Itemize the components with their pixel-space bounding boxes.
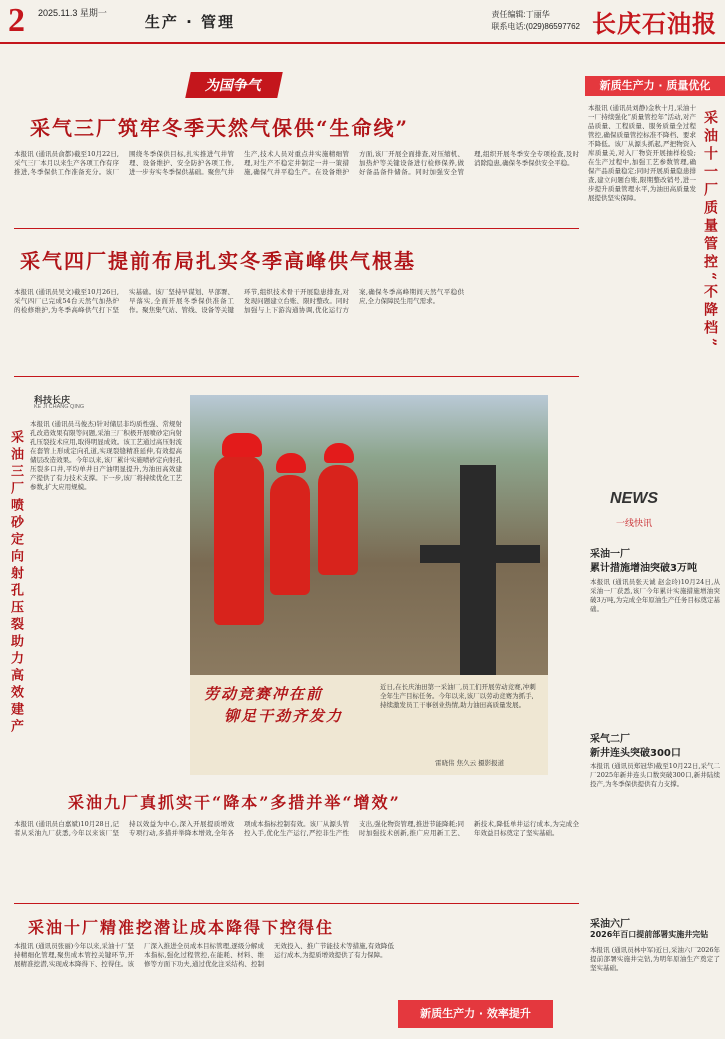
- editor-phone: 联系电话:(029)86597762: [491, 22, 580, 31]
- footer-banner: 新质生产力 · 效率提升: [398, 1000, 553, 1028]
- article-4-title: 采油十厂精准挖潜让成本降得下控得住: [28, 918, 335, 937]
- brief-3-title: 采油六厂: [590, 919, 630, 930]
- divider: [14, 903, 579, 904]
- article-2-title: 采气四厂提前布局扎实冬季高峰供气根基: [20, 249, 416, 273]
- photo-caption-box: [190, 675, 548, 775]
- section-title: 生产 · 管理: [144, 12, 236, 31]
- brief-2-title: 采气二厂: [590, 734, 630, 745]
- article-4-body: 本报讯 (通讯员张丽)今年以来,采油十厂坚持精细化管理,聚焦成本管控关键环节,开展精准挖潜,实现成本降得下、控得住。该厂深入推进全员成本目标管理,逐级分解成本指标,强化过程管控,在能耗、材料、维修等方面下功夫,通过优化注采结构、控制无效投入、推广节能技术等措施,有效降低运行成本,为提质增效提供了有力保障。: [14, 942, 394, 968]
- page-header: [0, 0, 725, 44]
- brief-2-body: 本报讯 (通讯员郑冠华)截至10月22日,采气二厂2025年新井连头口数突破300口,新井陆续投产,为冬季保供提供有力支撑。: [590, 762, 720, 788]
- tech-column-label: 科技长庆: [34, 396, 71, 406]
- worker-figure: [270, 475, 310, 595]
- tech-article-title: 采油三厂喷砂定向射孔压裂助力高效建产: [8, 430, 23, 736]
- column-tag: 为国争气: [185, 72, 283, 98]
- hardhat-icon: [324, 443, 354, 463]
- photo-caption: 近日,在长庆油田第一采油厂,员工们开展劳动竞赛,冲刺全年生产目标任务。今年以来,该厂以劳动竞赛为抓手,持续激发员工干事创业热情,助力油田高质量发展。: [380, 683, 536, 709]
- right-article-title: 采油十一厂质量管控“不降档”: [702, 110, 718, 351]
- worker-photo: [190, 395, 548, 675]
- hardhat-icon: [276, 453, 306, 473]
- article-2-body: 本报讯 (通讯员吴文)截至10月26日,采气四厂已完成54台天然气加热炉的检修维护,为冬季高峰供气打下坚实基础。该厂坚持早谋划、早部署、早落实,全面开展冬季保供准备工作。聚焦集气站、管线、设备等关键环节,组织技术骨干开展隐患排查,对发现问题建立台账、限时整改。同时加强与上下游沟通协调,优化运行方案,确保冬季高峰期间天然气平稳供应,全力保障民生用气需求。: [14, 288, 464, 314]
- photo-slogan-1: 劳动竞赛冲在前: [204, 685, 324, 703]
- news-sublabel: 一线快讯: [616, 519, 653, 529]
- right-banner: 新质生产力 · 质量优化: [585, 76, 725, 96]
- brief-1-subtitle: 累计措施增油突破3万吨: [590, 563, 697, 574]
- news-label: NEWS: [610, 490, 658, 507]
- brief-1-body: 本报讯 (通讯员张天诚 赵金玲)10月24日,从采油一厂获悉,该厂今年累计实施措施增油突破3万吨,为完成全年原油生产任务目标奠定基础。: [590, 578, 720, 613]
- divider: [14, 376, 579, 377]
- masthead: 长庆石油报: [592, 8, 717, 38]
- article-3-title: 采油九厂真抓实干“降本”多措并举“增效”: [68, 793, 401, 812]
- article-1-title: 采气三厂筑牢冬季天然气保供“生命线”: [30, 116, 410, 140]
- article-1-body: 本报讯 (通讯员俞都)截至10月22日,采气三厂本月以来生产各项工作有序推进,冬季保供工作准备充分。该厂围绕冬季保供目标,扎实推进气井管理、设备维护、安全防护各项工作,进一步夯实冬季保供基础。聚焦气井生产,技术人员对重点井实施精细管理,对生产不稳定井制定一井一策措施,确保气井平稳生产。在设备维护方面,该厂开展全面排查,对压缩机、加热炉等关键设备进行检修保养,做好备品备件储备。同时加强安全管理,组织开展冬季安全专项检查,及时消除隐患,确保冬季保供安全平稳。: [14, 150, 579, 176]
- photo-credit: 雷晓伟 焦久云 摄影报道: [435, 759, 505, 767]
- worker-figure: [318, 465, 358, 575]
- editor-info: [492, 9, 581, 33]
- right-article-body: 本报讯 (通讯员刘静)金秋十月,采油十一厂持续强化“质量管控年”活动,对产品质量、工程质量、服务质量全过程管控,确保质量管控标准不降档、要求不降低。该厂从源头抓起,严把物资入库质量关,对入厂物资开展抽样检验;在生产过程中,加强工艺参数管理,确保产品质量稳定;同时开展质量隐患排查,建立问题台账,限期整改销号,进一步提升质量管理水平,为油田高质量发展提供坚实保障。: [588, 104, 696, 202]
- article-3-body: 本报讯 (通讯员白嘉斌)10月28日,记者从采油九厂获悉,今年以来该厂坚持以效益为中心,深入开展提质增效专项行动,多措并举降本增效,全年各项成本指标控制有效。该厂从源头管控入手,优化生产运行,严控非生产性支出,强化物资管理,推进节能降耗;同时加强技术创新,推广应用新工艺、新技术,降低单井运行成本,为完成全年效益目标奠定了坚实基础。: [14, 820, 579, 837]
- brief-3-subtitle: 2026年百口提前部署实施井完钻: [590, 930, 709, 939]
- wellhead-pipe: [420, 545, 540, 563]
- tech-article-body: 本报讯 (通讯员马俊杰)针对储层非均质性强、常规射孔改造效果有限等问题,采油三厂积极开展喷砂定向射孔压裂技术应用,取得明显成效。该工艺通过高压射流在套管上形成定向孔道,实现裂缝精准延伸,有效提高储层改造效果。今年以来,该厂累计实施喷砂定向射孔压裂多口井,平均单井日产油明显提升,为油田高效建产提供了有力技术支撑。下一步,该厂将持续优化工艺参数,扩大应用规模。: [30, 420, 182, 491]
- tech-column-sublabel: KE JI CHANG QING: [34, 404, 85, 410]
- divider: [14, 228, 579, 229]
- brief-3-body: 本报讯 (通讯员林中军)近日,采油六厂2026年提前部署实施井完钻,为明年原油生产奠定了坚实基础。: [590, 946, 720, 972]
- worker-figure: [214, 455, 264, 625]
- wellhead-pipe: [460, 465, 496, 675]
- photo-slogan-2: 铆足干劲齐发力: [224, 707, 344, 725]
- hardhat-icon: [222, 433, 262, 457]
- editor-name: 责任编辑:丁丽华: [491, 10, 550, 19]
- page-number: 2: [8, 2, 25, 39]
- issue-date: 2025.11.3 星期一: [38, 8, 107, 18]
- brief-1-title: 采油一厂: [590, 549, 630, 560]
- brief-2-subtitle: 新井连头突破300口: [590, 748, 681, 759]
